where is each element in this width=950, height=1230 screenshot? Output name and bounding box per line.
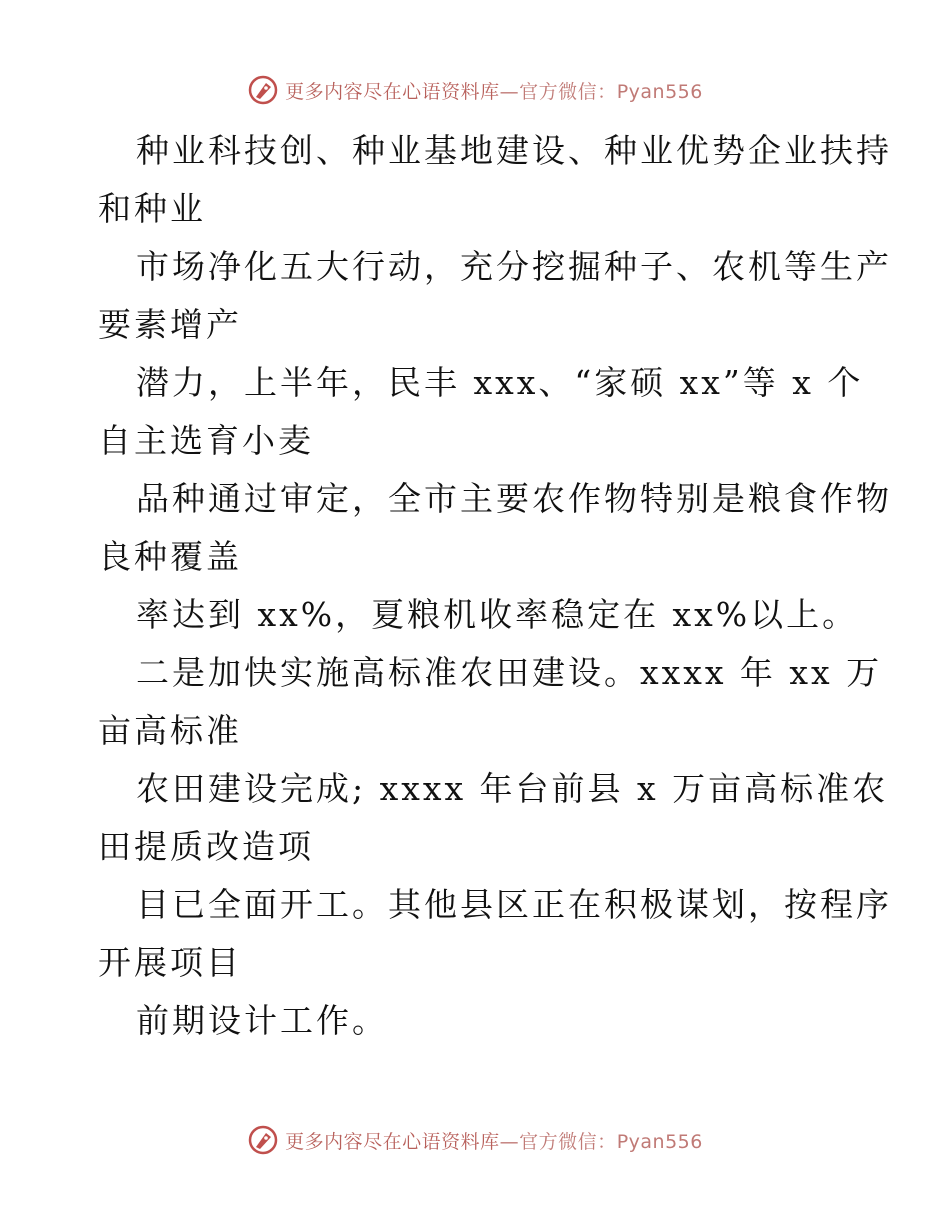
header-watermark: [0, 70, 950, 110]
watermark-account: Pyan556: [616, 1130, 703, 1153]
watermark-dash: —: [499, 80, 520, 103]
paragraph-line: 开展项目: [98, 943, 242, 982]
paragraph-line: 品种通过审定，全市主要农作物特别是粮食作物: [136, 479, 892, 518]
watermark-official: 官方微信：: [519, 1130, 617, 1153]
paragraph-line: 种业科技创、种业基地建设、种业优势企业扶持: [136, 131, 892, 170]
paragraph-line: 田提质改造项: [98, 827, 314, 866]
paragraph-line: 农田建设完成; xxxx 年台前县 x 万亩高标准农: [136, 769, 889, 808]
paragraph-line: 市场净化五大行动，充分挖掘种子、农机等生产: [136, 247, 892, 286]
watermark-dash: —: [499, 1130, 520, 1153]
pen-nib-logo-icon: [247, 1124, 279, 1156]
watermark-brand: 更多内容尽在心语资料库: [285, 80, 500, 103]
pen-nib-logo-icon: [247, 74, 279, 106]
watermark-brand: 更多内容尽在心语资料库: [285, 1130, 500, 1153]
watermark-official: 官方微信：: [519, 80, 617, 103]
paragraph-line: 率达到 xx%，夏粮机收率稳定在 xx%以上。: [136, 595, 859, 634]
watermark-text: [285, 1127, 703, 1154]
footer-watermark: [0, 1120, 950, 1160]
paragraph-line: 亩高标准: [98, 711, 242, 750]
watermark-account: Pyan556: [616, 80, 703, 103]
paragraph-line: 和种业: [98, 189, 206, 228]
paragraph-line: 要素增产: [98, 305, 242, 344]
paragraph-line: 良种覆盖: [98, 537, 242, 576]
paragraph-line: 二是加快实施高标准农田建设。xxxx 年 xx 万: [136, 653, 883, 692]
paragraph-line: 目已全面开工。其他县区正在积极谋划，按程序: [136, 885, 892, 924]
document-body: [98, 122, 892, 1050]
watermark-text: [285, 77, 703, 104]
paragraph-line: 前期设计工作。: [136, 1001, 388, 1040]
paragraph-line: 潜力，上半年，民丰 xxx、“家硕 xx”等 x 个: [136, 363, 864, 402]
paragraph-line: 自主选育小麦: [98, 421, 314, 460]
